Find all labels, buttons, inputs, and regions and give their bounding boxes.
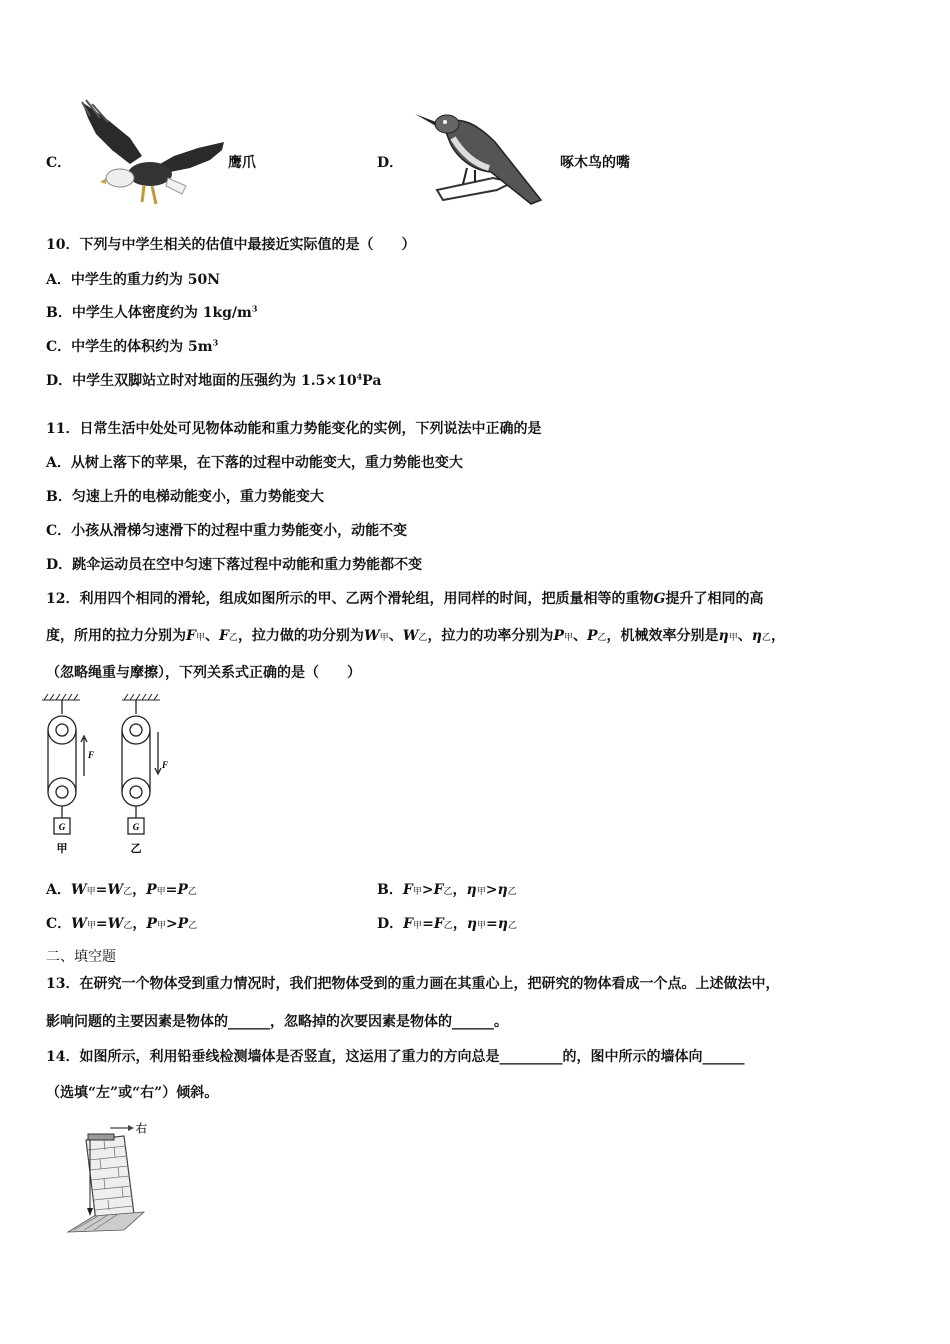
q12-line1: 12．利用四个相同的滑轮，组成如图所示的甲、乙两个滑轮组，用同样的时间，把质量相等的重物G提升了相同的高	[46, 591, 764, 607]
q10-option-d: D．中学生双脚站立时对地面的压强约为 $1.5\times 10^4Pa$	[46, 371, 382, 389]
q12-option-d: D．F甲=F乙，η甲=η乙	[377, 916, 517, 932]
pulley-figure	[40, 692, 190, 862]
pulley-yi-G: G	[132, 822, 140, 832]
q10-option-b: B．中学生人体密度约为 $1kg/m^3$	[46, 303, 258, 321]
q14-line2: （选填“左”或“右”）倾斜。	[46, 1085, 219, 1101]
q13-line2: 影响问题的主要因素是物体的______，忽略掉的次要因素是物体的______。	[46, 1014, 508, 1030]
option-c-caption: 鹰爪	[228, 155, 256, 171]
section-heading-fill-in: 二、填空题	[46, 949, 116, 965]
option-c-letter: C．	[46, 155, 72, 171]
option-d-letter: D．	[377, 155, 404, 171]
q10-option-c: C．中学生的体积约为 $5m^3$	[46, 337, 219, 355]
q11-option-c: C．小孩从滑梯匀速滑下的过程中重力势能变小，动能不变	[46, 523, 408, 539]
q12-line2: 度，所用的拉力分别为F甲、F乙，拉力做的功分别为W甲、W乙，拉力的功率分别为P甲、P乙，机械效率分别是η甲、η乙，	[46, 628, 785, 644]
q12-option-b: B．F甲>F乙，η甲>η乙	[377, 882, 517, 898]
q11-option-b: B．匀速上升的电梯动能变小，重力势能变大	[46, 489, 324, 505]
pulley-jia-G: G	[58, 822, 66, 832]
eagle-image	[78, 98, 228, 210]
q11-stem: 11．日常生活中处处可见物体动能和重力势能变化的实例，下列说法中正确的是	[46, 421, 542, 437]
q12-option-a: A．W甲=W乙，P甲=P乙	[46, 882, 197, 898]
pulley-jia-label: 甲	[56, 843, 68, 855]
wall-plumb-figure	[64, 1114, 164, 1236]
wall-direction-label: 右	[136, 1123, 147, 1135]
q10-stem: 10．下列与中学生相关的估值中最接近实际值的是（ ）	[46, 237, 416, 253]
q14-line1: 14．如图所示，利用铅垂线检测墙体是否竖直，这运用了重力的方向总是_________的，图中所示的墙体向______	[46, 1049, 745, 1065]
q12-line3: （忽略绳重与摩擦），下列关系式正确的是（ ）	[46, 665, 361, 681]
q12-option-c: C．W甲=W乙，P甲>P乙	[46, 916, 198, 932]
pulley-yi-F: F	[162, 760, 169, 770]
pulley-jia-F: F	[88, 750, 95, 760]
q11-option-a: A．从树上落下的苹果，在下落的过程中动能变大，重力势能也变大	[46, 455, 463, 471]
pulley-yi-label: 乙	[130, 843, 142, 855]
q13-line1: 13．在研究一个物体受到重力情况时，我们把物体受到的重力画在其重心上，把研究的物体看成一个点。上述做法中，	[46, 976, 780, 992]
q10-option-a: A．中学生的重力约为 50N	[46, 272, 221, 288]
q11-option-d: D．跳伞运动员在空中匀速下落过程中动能和重力势能都不变	[46, 557, 423, 573]
option-d-caption: 啄木鸟的嘴	[560, 155, 630, 171]
woodpecker-image	[413, 104, 549, 208]
